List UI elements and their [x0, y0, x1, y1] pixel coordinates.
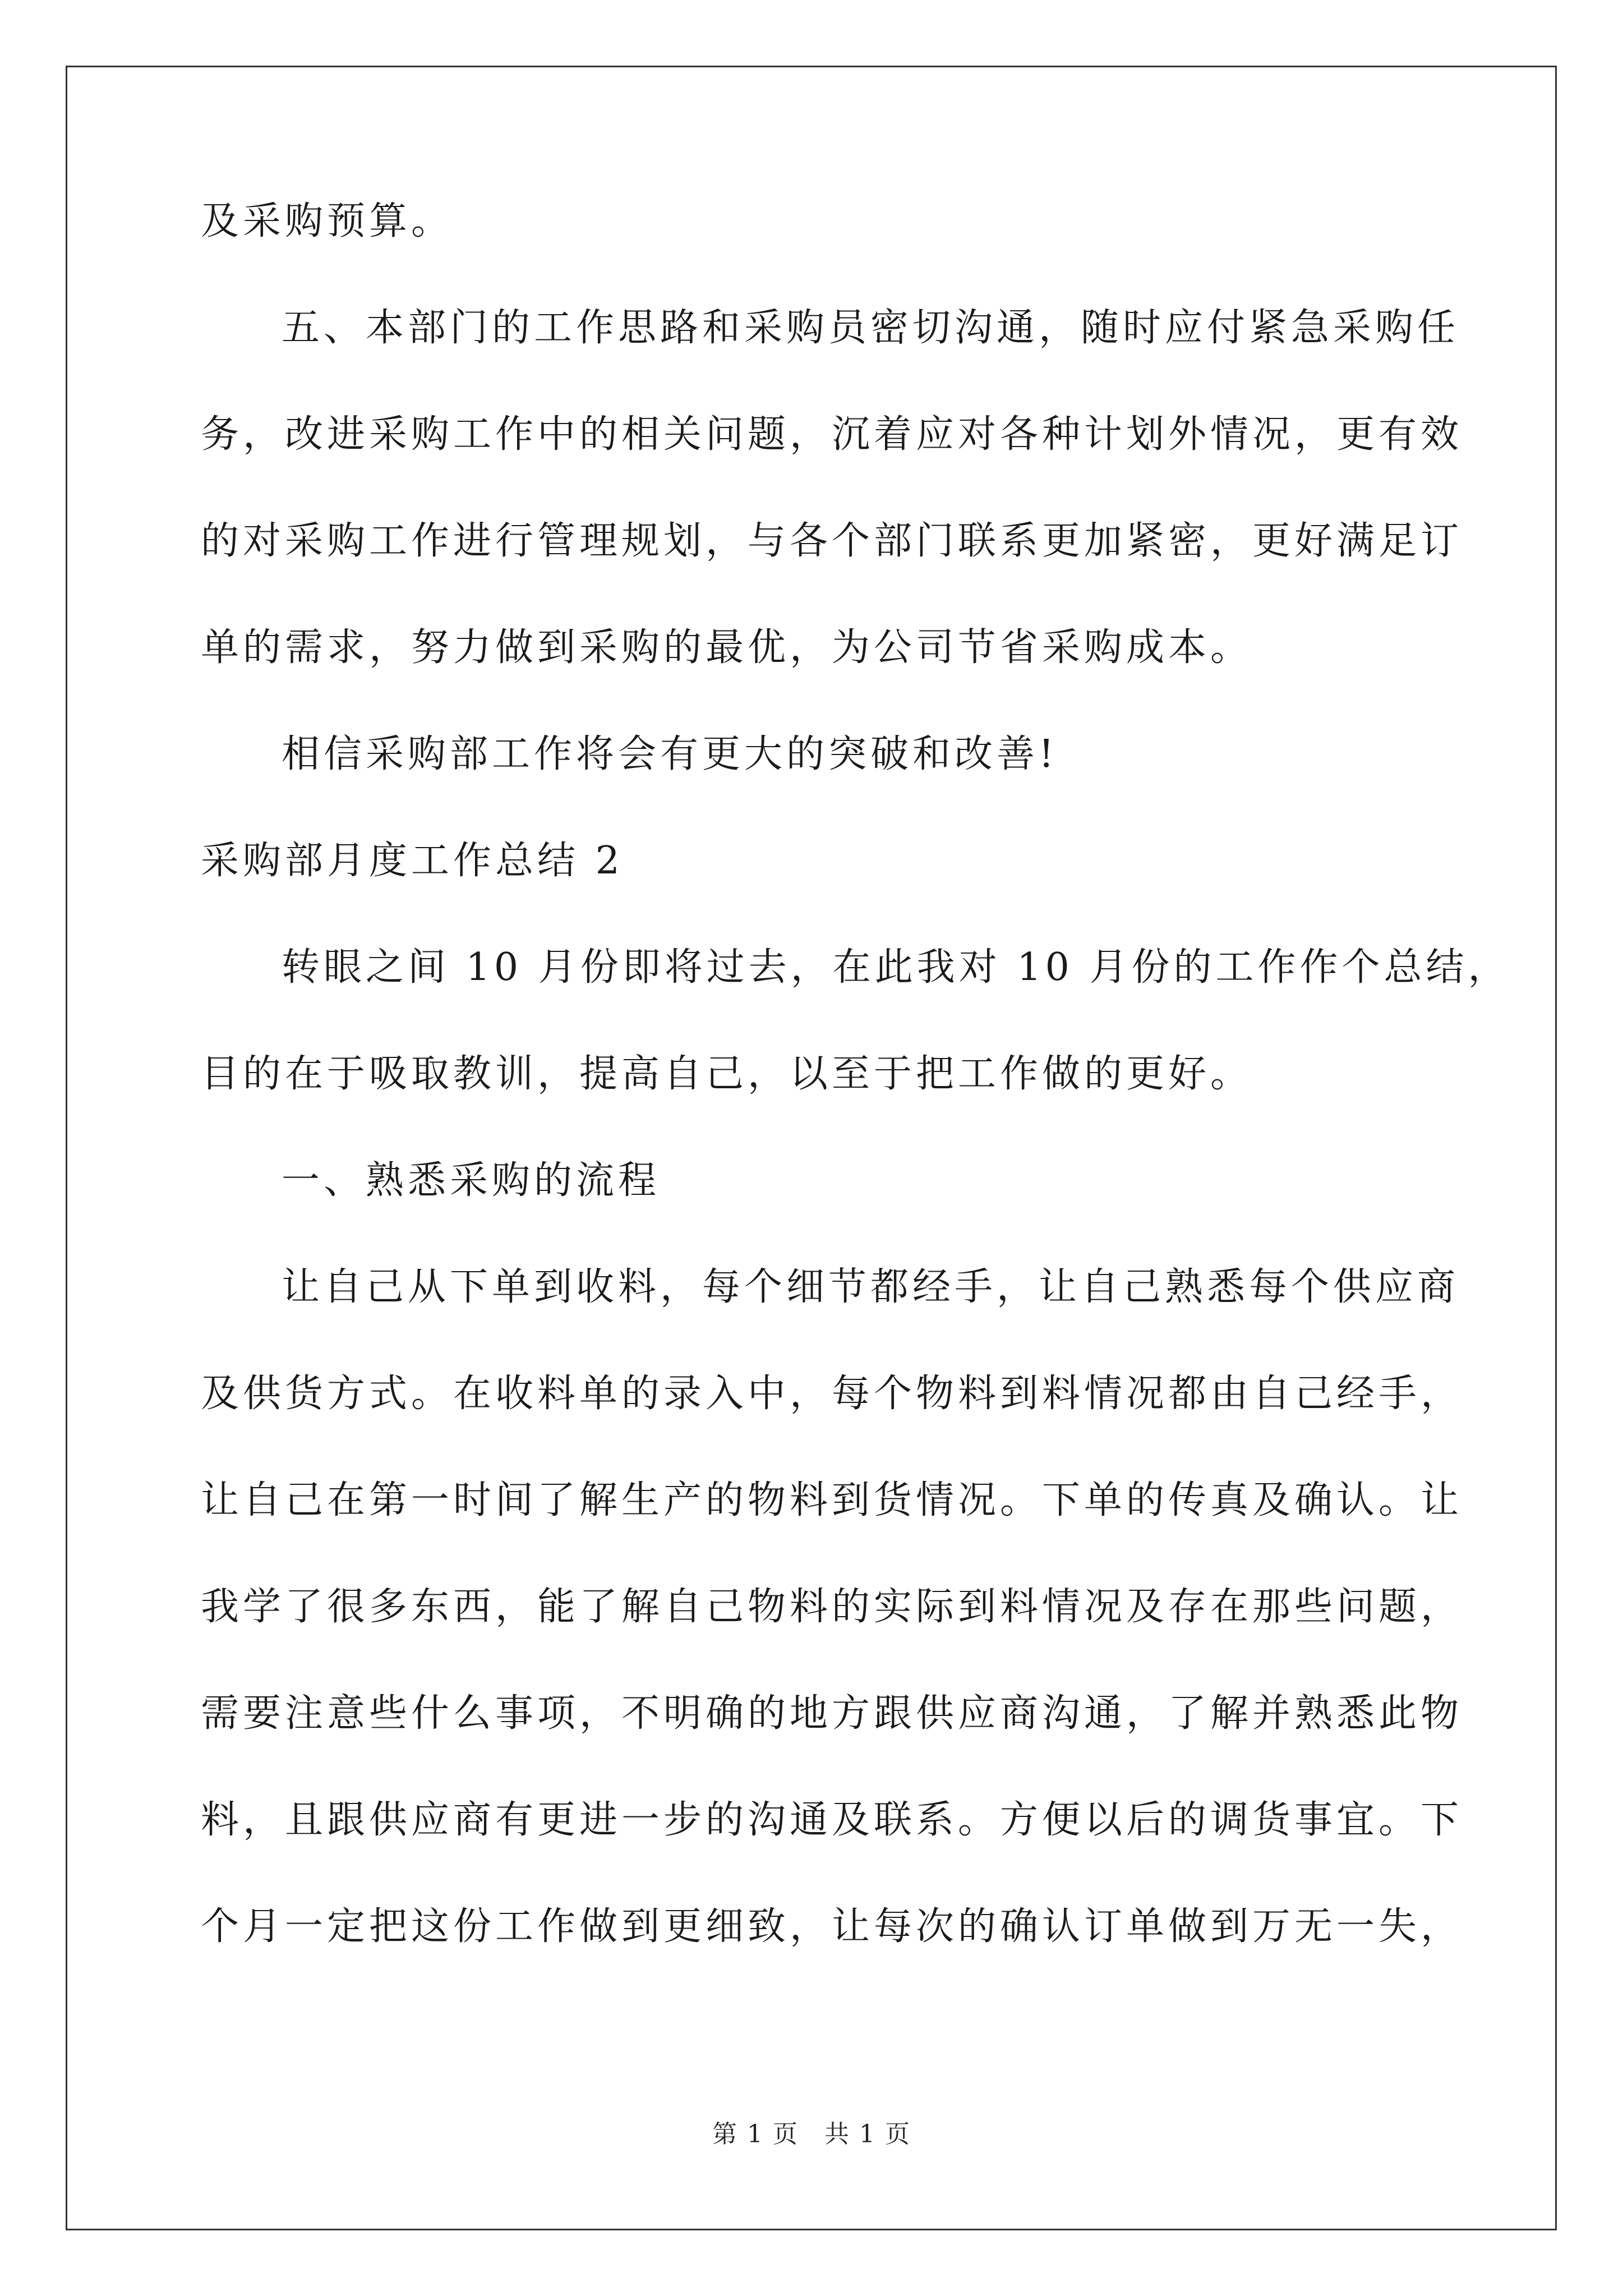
- text-line: 务，改进采购工作中的相关问题，沉着应对各种计划外情况，更有效: [201, 412, 1463, 457]
- text-line: 相信采购部工作将会有更大的突破和改善!: [282, 732, 1058, 776]
- text-line: 五、本部门的工作思路和采购员密切沟通，随时应付紧急采购任: [282, 306, 1460, 350]
- text-line: 让自己从下单到收料，每个细节都经手，让自己熟悉每个供应商: [282, 1265, 1460, 1309]
- text-line: 及供货方式。在收料单的录入中，每个物料到料情况都由自己经手，: [201, 1372, 1463, 1416]
- text-line: 需要注意些什么事项，不明确的地方跟供应商沟通，了解并熟悉此物: [201, 1691, 1463, 1736]
- document-body: [201, 168, 1510, 1980]
- text-line: 让自己在第一时间了解生产的物料到货情况。下单的传真及确认。让: [201, 1478, 1463, 1522]
- text-line: 及采购预算。: [201, 199, 454, 243]
- text-line: 的对采购工作进行管理规划，与各个部门联系更加紧密，更好满足订: [201, 519, 1463, 563]
- text-line: 料，且跟供应商有更进一步的沟通及联系。方便以后的调货事宜。下: [201, 1798, 1463, 1842]
- page-footer: 第 1 页 共 1 页: [712, 2120, 911, 2148]
- subsection-heading: 一、熟悉采购的流程: [282, 1158, 661, 1203]
- text-line: 我学了很多东西，能了解自己物料的实际到料情况及存在那些问题，: [201, 1585, 1463, 1629]
- section-heading: 采购部月度工作总结 2: [201, 839, 624, 883]
- text-line: 个月一定把这份工作做到更细致，让每次的确认订单做到万无一失，: [201, 1904, 1463, 1949]
- text-line: 转眼之间 10 月份即将过去，在此我对 10 月份的工作作个总结，: [282, 945, 1510, 990]
- text-line: 目的在于吸取教训，提高自己，以至于把工作做的更好。: [201, 1052, 1253, 1096]
- text-line: 单的需求，努力做到采购的最优，为公司节省采购成本。: [201, 625, 1253, 670]
- text-lines: [201, 168, 1510, 1980]
